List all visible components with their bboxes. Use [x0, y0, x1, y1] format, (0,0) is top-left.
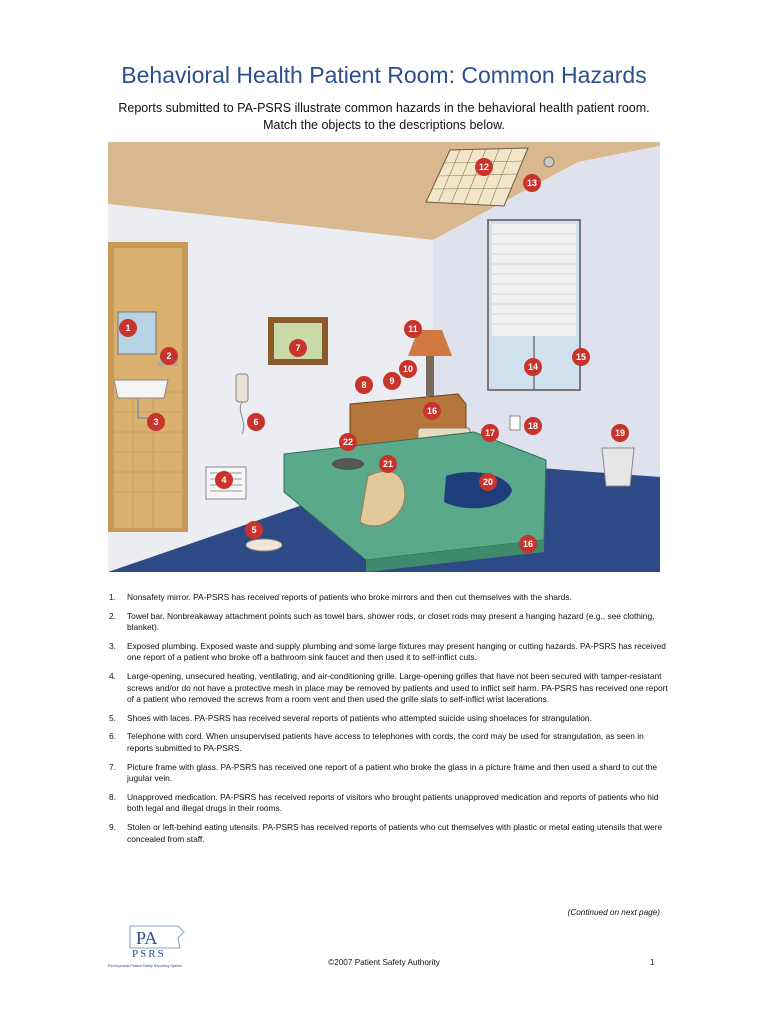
wall-telephone — [236, 374, 248, 402]
shoes — [246, 539, 282, 551]
svg-text:11: 11 — [408, 324, 418, 334]
logo-pa: PA — [136, 928, 158, 948]
page-number: 1 — [650, 958, 655, 967]
marker-8 — [355, 376, 373, 394]
svg-text:21: 21 — [382, 459, 394, 469]
marker-14 — [524, 358, 542, 376]
svg-text:8: 8 — [361, 380, 367, 390]
hazard-item — [109, 713, 669, 725]
svg-text:13: 13 — [526, 178, 538, 188]
svg-text:9: 9 — [389, 376, 395, 386]
svg-text:7: 7 — [295, 343, 301, 353]
item-number: 4. — [109, 670, 116, 681]
tray — [332, 458, 364, 470]
marker-21 — [379, 455, 397, 473]
table-lamp-base — [426, 356, 434, 396]
window-blinds — [492, 224, 576, 336]
item-number: 2. — [109, 610, 116, 621]
item-text: Stolen or left-behind eating utensils. PA-PSRS has received reports of patients who cut themselves with plastic or metal eating utensils that were concealed from staff. — [127, 821, 663, 844]
hazard-item — [109, 641, 669, 664]
hazard-item — [109, 762, 669, 785]
subtitle-line-1: Reports submitted to PA-PSRS illustrate common hazards in the behavioral health patient room. — [118, 101, 650, 115]
item-number: 9. — [109, 821, 116, 832]
hazard-item — [109, 671, 669, 706]
item-number: 3. — [109, 640, 116, 651]
marker-2 — [160, 347, 178, 365]
item-text: Nonsafety mirror. PA-PSRS has received reports of patients who broke mirrors and then cut themselves with the shards. — [127, 592, 572, 602]
svg-text:16: 16 — [522, 539, 534, 549]
item-number: 6. — [109, 731, 116, 742]
marker-19 — [611, 424, 629, 442]
marker-22 — [339, 433, 357, 451]
item-text: Towel bar. Nonbreakaway attachment points such as towel bars, shower rods, or closet rods may present a hanging hazard (e.g., see clothing, blanket). — [127, 610, 655, 633]
continued-note: (Continued on next page) — [567, 908, 660, 917]
svg-text:6: 6 — [253, 417, 259, 427]
item-text: Large-opening, unsecured heating, ventilating, and air-conditioning grille. Large-opening grilles that have not been secured with tamper-resistant screws and/or do not have a protective mesh in place may be removed by patients and used to inflict self harm. PA-PSRS has received one report of a patient who removed the screws from a room vent and then used the grille slats to self-inflict wrist lacerations. — [127, 670, 668, 705]
marker-16-desk — [423, 402, 441, 420]
marker-12 — [475, 158, 493, 176]
item-number: 7. — [109, 761, 116, 772]
item-number: 1. — [109, 592, 116, 602]
svg-text:2: 2 — [166, 351, 172, 361]
bathroom-sink — [114, 380, 168, 398]
subtitle — [60, 100, 708, 134]
page-title: Behavioral Health Patient Room: Common Hazards — [121, 62, 647, 88]
marker-18 — [524, 417, 542, 435]
marker-1 — [119, 319, 137, 337]
marker-16-bed — [519, 535, 537, 553]
hazard-item — [109, 822, 669, 845]
marker-5 — [245, 521, 263, 539]
marker-4 — [215, 471, 233, 489]
item-text: Telephone with cord. When unsupervised patients have access to telephones with cords, the cord may be used for strangulation, as seen in reports submitted to PA-PSRS. — [127, 731, 644, 753]
marker-17 — [481, 424, 499, 442]
marker-6 — [247, 413, 265, 431]
item-number: 5. — [109, 712, 116, 723]
marker-13 — [523, 174, 541, 192]
subtitle-line-2: Match the objects to the descriptions below. — [263, 118, 505, 132]
svg-text:12: 12 — [478, 162, 490, 172]
footer-copyright: ©2007 Patient Safety Authority — [328, 958, 440, 967]
svg-text:15: 15 — [575, 352, 587, 362]
svg-text:10: 10 — [402, 364, 414, 374]
item-text: Picture frame with glass. PA-PSRS has received one report of a patient who broke the glass in a picture frame and then used a shard to cut the jugular vein. — [127, 761, 658, 784]
hazard-item — [109, 611, 669, 634]
svg-text:14: 14 — [527, 362, 539, 372]
marker-15 — [572, 348, 590, 366]
item-text: Unapproved medication. PA-PSRS has received reports of visitors who brought patients unapproved medication and reports of patients who hid both legal and illegal drugs in their rooms. — [127, 791, 659, 814]
svg-text:19: 19 — [614, 428, 626, 438]
marker-11 — [404, 320, 422, 338]
item-text: Exposed plumbing. Exposed waste and supply plumbing and some large fixtures may present hanging or cutting hazards. PA-PSRS has received one report of a patient who broke off a bathroom sink faucet and then used it to self-inflict cuts. — [127, 640, 666, 663]
svg-text:5: 5 — [251, 525, 257, 535]
sprinkler-head — [544, 157, 554, 167]
svg-text:16: 16 — [426, 406, 438, 416]
marker-9 — [383, 372, 401, 390]
logo-tagline: Pennsylvania Patient Safety Reporting System — [108, 964, 183, 968]
hazard-item — [109, 731, 669, 754]
marker-3 — [147, 413, 165, 431]
hazard-list — [109, 592, 669, 852]
room-illustration — [108, 142, 660, 572]
marker-10 — [399, 360, 417, 378]
marker-7 — [289, 339, 307, 357]
electrical-outlet — [510, 416, 520, 430]
hazard-item — [109, 792, 669, 815]
svg-text:22: 22 — [342, 437, 354, 447]
logo-psrs: PSRS — [132, 948, 166, 960]
item-number: 8. — [109, 791, 116, 802]
item-text: Shoes with laces. PA-PSRS has received several reports of patients who attempted suicide using shoelaces for strangulation. — [127, 712, 592, 723]
svg-text:3: 3 — [153, 417, 159, 427]
svg-text:1: 1 — [125, 323, 131, 333]
svg-text:17: 17 — [484, 428, 496, 438]
hazard-item — [109, 592, 669, 604]
trash-can — [602, 448, 634, 486]
svg-text:4: 4 — [221, 475, 227, 485]
marker-20 — [479, 473, 497, 491]
svg-text:20: 20 — [482, 477, 494, 487]
svg-text:18: 18 — [527, 421, 539, 431]
